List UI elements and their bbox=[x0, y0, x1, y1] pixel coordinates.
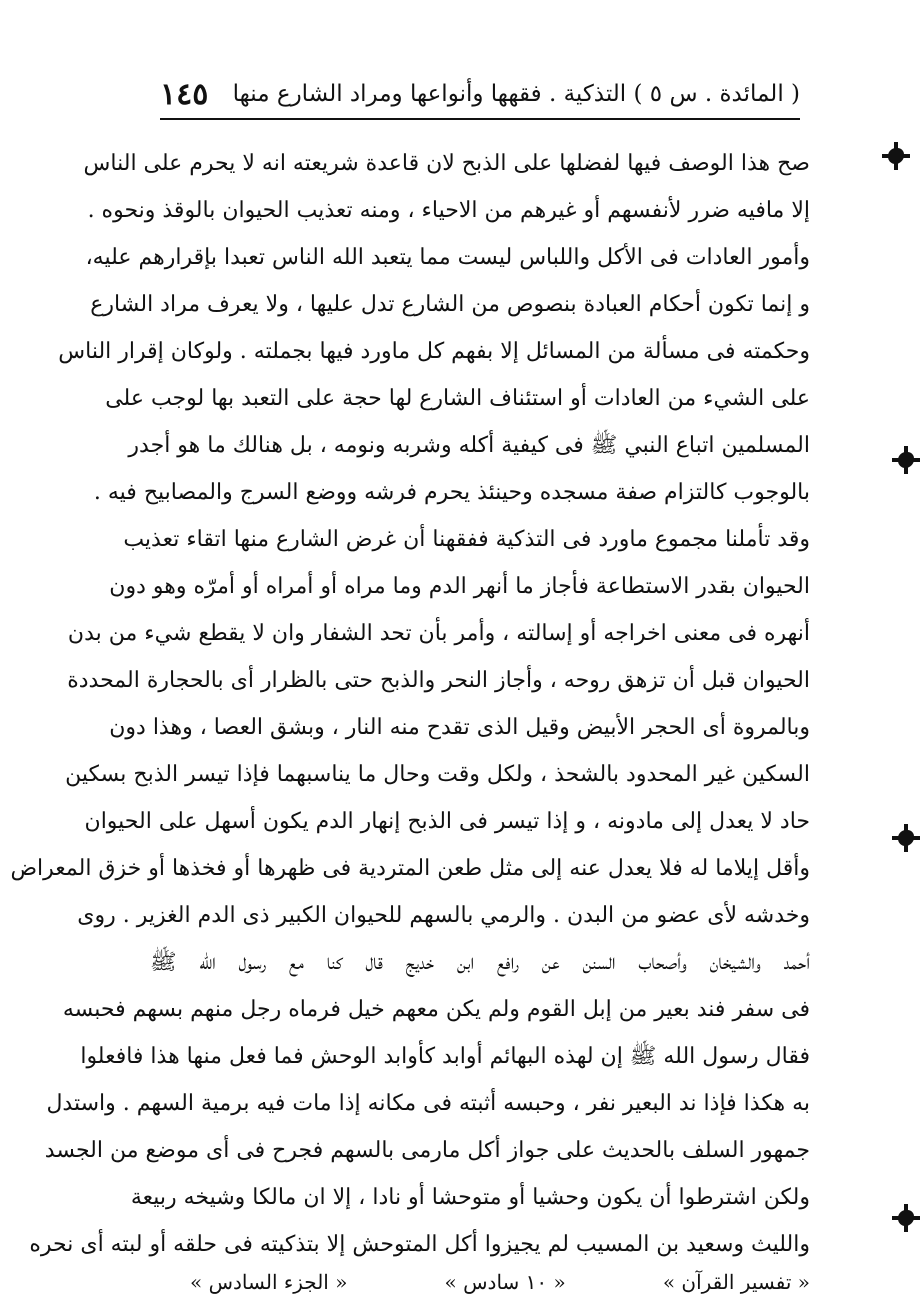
header-title: ( المائدة . س ٥ ) التذكية . فقهها وأنواعها ومراد الشارع منها bbox=[232, 81, 800, 107]
text-line: الحيوان بقدر الاستطاعة فأجاز ما أنهر الدم وما مراه أو أمراه أو أمرّه وهو دون bbox=[109, 574, 810, 599]
binding-hole-mark bbox=[888, 148, 904, 164]
text-line: أحمد والشيخان وأصحاب السنن عن رافع ابن خديج قال كنا مع رسول الله ﷺ bbox=[150, 950, 810, 975]
text-line: ولكن اشترطوا أن يكون وحشيا أو متوحشا أو نادا ، إلا ان مالكا وشيخه ربيعة bbox=[130, 1185, 810, 1210]
text-line: فقال رسول الله ﷺ إن لهذه البهائم أوابد كأوابد الوحش فما فعل منها هذا فافعلوا bbox=[80, 1044, 810, 1069]
text-line: أنهره فى معنى اخراجه أو إسالته ، وأمر بأن تحد الشفار وان لا يقطع شيء من بدن bbox=[67, 621, 810, 646]
text-line: المسلمين اتباع النبي ﷺ فى كيفية أكله وشربه ونومه ، بل هنالك ما هو أجدر bbox=[128, 433, 810, 458]
text-line: صح هذا الوصف فيها لفضلها على الذبح لان قاعدة شريعته انه لا يحرم على الناس bbox=[83, 151, 810, 176]
page-footer bbox=[190, 1262, 810, 1302]
text-line: به هكذا فإذا ند البعير نفر ، وحبسه أثبته فى مكانه إذا مات فيه برمية السهم . واستدل bbox=[46, 1091, 810, 1116]
page-number: ١٤٥ bbox=[160, 76, 209, 112]
footer-book-title: « تفسير القرآن » bbox=[662, 1270, 810, 1294]
text-line: وحكمته فى مسألة من المسائل إلا بفهم كل ماورد فيها بجملته . ولوكان إقرار الناس bbox=[58, 339, 810, 364]
text-line: الحيوان قبل أن تزهق روحه ، وأجاز النحر والذبح حتى بالظرار أى بالحجارة المحددة bbox=[67, 668, 810, 693]
text-line: إلا مافيه ضرر لأنفسهم أو غيرهم من الاحياء ، ومنه تعذيب الحيوان بالوقذ ونحوه . bbox=[87, 198, 810, 223]
text-line: بالوجوب كالتزام صفة مسجده وحينئذ يحرم فرشه ووضع السرج والمصابيح فيه . bbox=[93, 480, 810, 505]
footer-signature: « ١٠ سادس » bbox=[444, 1270, 566, 1294]
text-line: جمهور السلف بالحديث على جواز أكل مارمى بالسهم فجرح فى أى موضع من الجسد bbox=[44, 1138, 810, 1163]
text-line: على الشيء من العادات أو استئناف الشارع لها حجة على التعبد بها لوجب على bbox=[105, 386, 810, 411]
body-text bbox=[10, 140, 810, 1268]
text-line: والليث وسعيد بن المسيب لم يجيزوا أكل المتوحش إلا بتذكيته فى حلقه أو لبته أى نحره bbox=[29, 1232, 810, 1257]
footer-volume: « الجزء السادس » bbox=[190, 1270, 348, 1294]
text-line: وأمور العادات فى الأكل واللباس ليست مما يتعبد الله الناس تعبدا بإقرارهم عليه، bbox=[85, 245, 810, 270]
text-line: وبالمروة أى الحجر الأبيض وقيل الذى تقدح منه النار ، وبشق العصا ، وهذا دون bbox=[109, 715, 810, 740]
text-line: فى سفر فند بعير من إبل القوم ولم يكن معهم خيل فرماه رجل منهم بسهم فحبسه bbox=[62, 997, 810, 1022]
binding-hole-mark bbox=[898, 1210, 914, 1226]
text-line: حاد لا يعدل إلى مادونه ، و إذا تيسر فى الذبح إنهار الدم يكون أسهل على الحيوان bbox=[84, 809, 810, 834]
binding-hole-mark bbox=[898, 452, 914, 468]
text-line: وخدشه لأى عضو من البدن . والرمي بالسهم للحيوان الكبير ذى الدم الغزير . روى bbox=[77, 903, 810, 928]
header-rule bbox=[160, 118, 800, 120]
text-line: السكين غير المحدود بالشحذ ، ولكل وقت وحال ما يناسبهما فإذا تيسر الذبح بسكين bbox=[65, 762, 810, 787]
text-line: وأقل إيلاما له فلا يعدل عنه إلى مثل طعن المتردية فى ظهرها أو فخذها أو خزق المعراض bbox=[10, 856, 810, 881]
text-line: و إنما تكون أحكام العبادة بنصوص من الشارع تدل عليها ، ولا يعرف مراد الشارع bbox=[90, 292, 810, 317]
binding-hole-mark bbox=[898, 830, 914, 846]
running-header bbox=[160, 74, 800, 114]
text-line: وقد تأملنا مجموع ماورد فى التذكية ففقهنا أن غرض الشارع منها اتقاء تعذيب bbox=[123, 527, 810, 552]
